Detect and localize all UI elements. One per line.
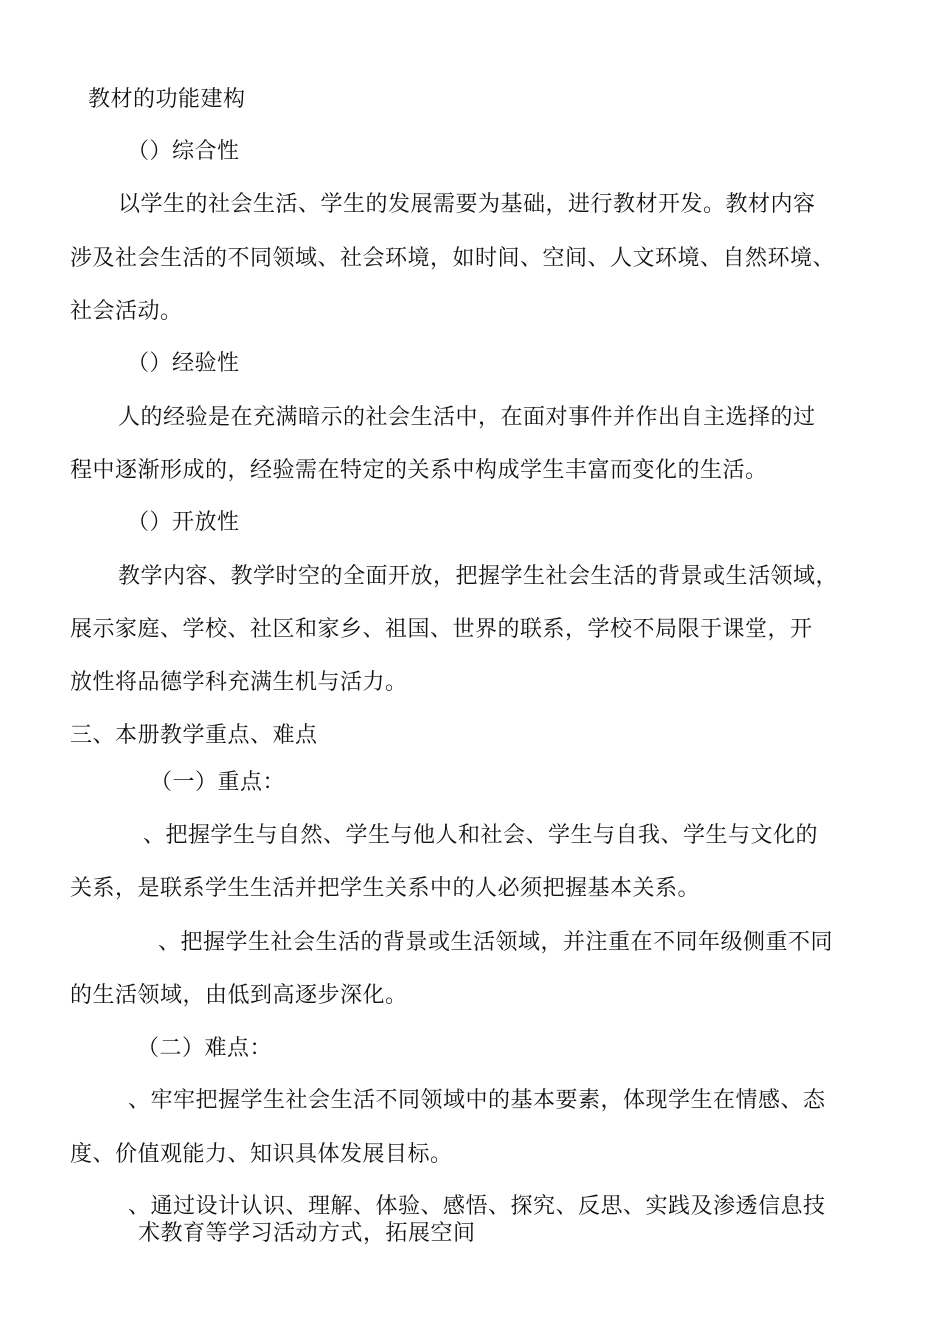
list-item-line: 关系，是联系学生生活并把学生关系中的人必须把握基本关系。 <box>70 876 701 901</box>
paragraph-line: 放性将品德学科充满生机与活力。 <box>70 670 408 695</box>
paragraph-line: 教学内容、教学时空的全面开放，把握学生社会生活的背景或生活领域， <box>118 564 839 589</box>
section-heading-comprehensive: （）综合性 <box>127 139 240 164</box>
paragraph-line: 人的经验是在充满暗示的社会生活中，在面对事件并作出自主选择的过 <box>118 405 816 430</box>
subheading-key-points: （一）重点： <box>150 770 286 795</box>
paragraph-line: 社会活动。 <box>70 299 183 324</box>
list-item-line: 、把握学生社会生活的背景或生活领域，并注重在不同年级侧重不同 <box>158 930 834 955</box>
paragraph-line: 涉及社会生活的不同领域、社会环境，如时间、空间、人文环境、自然环境、 <box>70 246 836 271</box>
subheading-difficult-points: （二）难点： <box>137 1036 273 1061</box>
list-item-line: 、把握学生与自然、学生与他人和社会、学生与自我、学生与文化的 <box>143 823 819 848</box>
doc-title: 教材的功能建构 <box>88 87 246 112</box>
list-item-line: 、通过设计认识、理解、体验、感悟、探究、反思、实践及渗透信息技 <box>128 1194 826 1219</box>
section-heading-experiential: （）经验性 <box>127 351 240 376</box>
list-item-line: 、牢牢把握学生社会生活不同领域中的基本要素，体现学生在情感、态 <box>128 1088 826 1113</box>
paragraph-line: 程中逐渐形成的，经验需在特定的关系中构成学生丰富而变化的生活。 <box>70 458 768 483</box>
paragraph-line: 展示家庭、学校、社区和家乡、祖国、世界的联系，学校不局限于课堂，开 <box>70 617 813 642</box>
list-item-line: 的生活领域，由低到高逐步深化。 <box>70 983 408 1008</box>
section-title-key-difficult: 三、本册教学重点、难点 <box>70 723 318 748</box>
paragraph-line: 以学生的社会生活、学生的发展需要为基础，进行教材开发。教材内容 <box>118 192 816 217</box>
section-heading-openness: （）开放性 <box>127 510 240 535</box>
list-item-line: 度、价值观能力、知识具体发展目标。 <box>70 1142 453 1167</box>
list-item-line: 术教育等学习活动方式，拓展空间 <box>138 1221 476 1246</box>
